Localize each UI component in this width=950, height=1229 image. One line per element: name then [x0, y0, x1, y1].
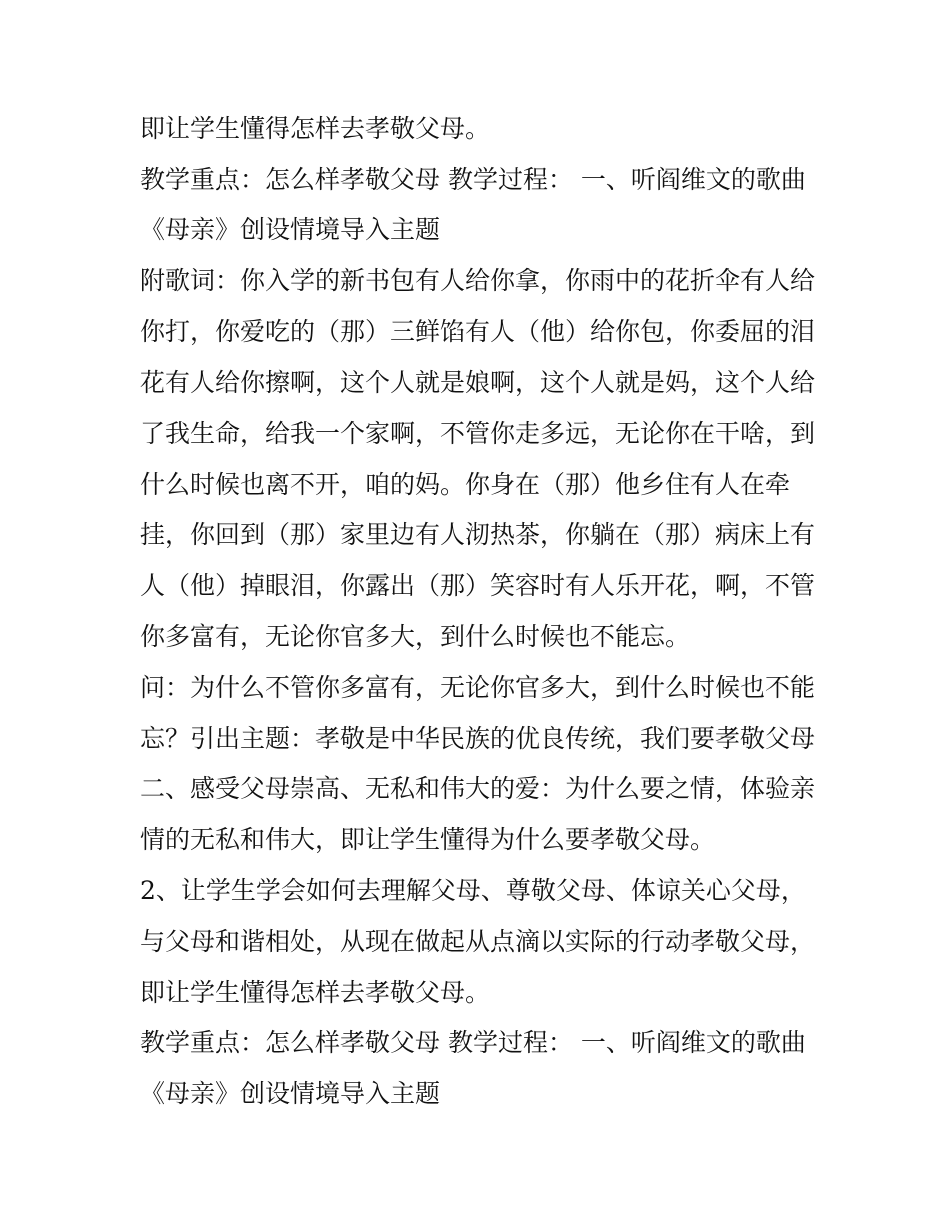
text-line: 你多富有，无论你官多大，到什么时候也不能忘。: [140, 622, 691, 651]
text-line: 情的无私和伟大，即让学生懂得为什么要孝敬父母。: [140, 825, 716, 854]
text-line: 人（他）掉眼泪，你露出（那）笑容时有人乐开花，啊，不管: [140, 571, 816, 600]
text-line: 了我生命，给我一个家啊，不管你走多远，无论你在干啥，到: [140, 419, 816, 448]
text-line: 什么时候也离不开，咱的妈。你身在（那）他乡住有人在牵: [140, 470, 791, 499]
text-line: 你打，你爱吃的（那）三鲜馅有人（他）给你包，你委屈的泪: [140, 317, 816, 346]
text-line: 挂，你回到（那）家里边有人沏热茶，你躺在（那）病床上有: [140, 520, 816, 549]
text-line: 问：为什么不管你多富有，无论你官多大，到什么时候也不能: [140, 673, 816, 702]
text-line: 即让学生懂得怎样去孝敬父母。: [140, 978, 491, 1007]
text-line: 花有人给你擦啊，这个人就是娘啊，这个人就是妈，这个人给: [140, 368, 816, 397]
text-line: 《母亲》创设情境导入主题: [140, 1079, 441, 1108]
text-line: 忘？引出主题：孝敬是中华民族的优良传统，我们要孝敬父母: [140, 724, 816, 753]
text-line: 附歌词：你入学的新书包有人给你拿，你雨中的花折伞有人给: [140, 266, 816, 295]
text-line: 教学重点：怎么样孝敬父母 教学过程： 一、听阎维文的歌曲: [140, 165, 806, 194]
text-line: 教学重点：怎么样孝敬父母 教学过程： 一、听阎维文的歌曲: [140, 1028, 806, 1057]
text-line: 即让学生懂得怎样去孝敬父母。: [140, 114, 491, 143]
text-line: 2、让学生学会如何去理解父母、尊敬父母、体谅关心父母，: [140, 876, 806, 905]
text-line: 与父母和谐相处，从现在做起从点滴以实际的行动孝敬父母，: [140, 927, 816, 956]
text-line: 二、感受父母崇高、无私和伟大的爱：为什么要之情，体验亲: [140, 774, 816, 803]
text-line: 《母亲》创设情境导入主题: [140, 215, 441, 244]
